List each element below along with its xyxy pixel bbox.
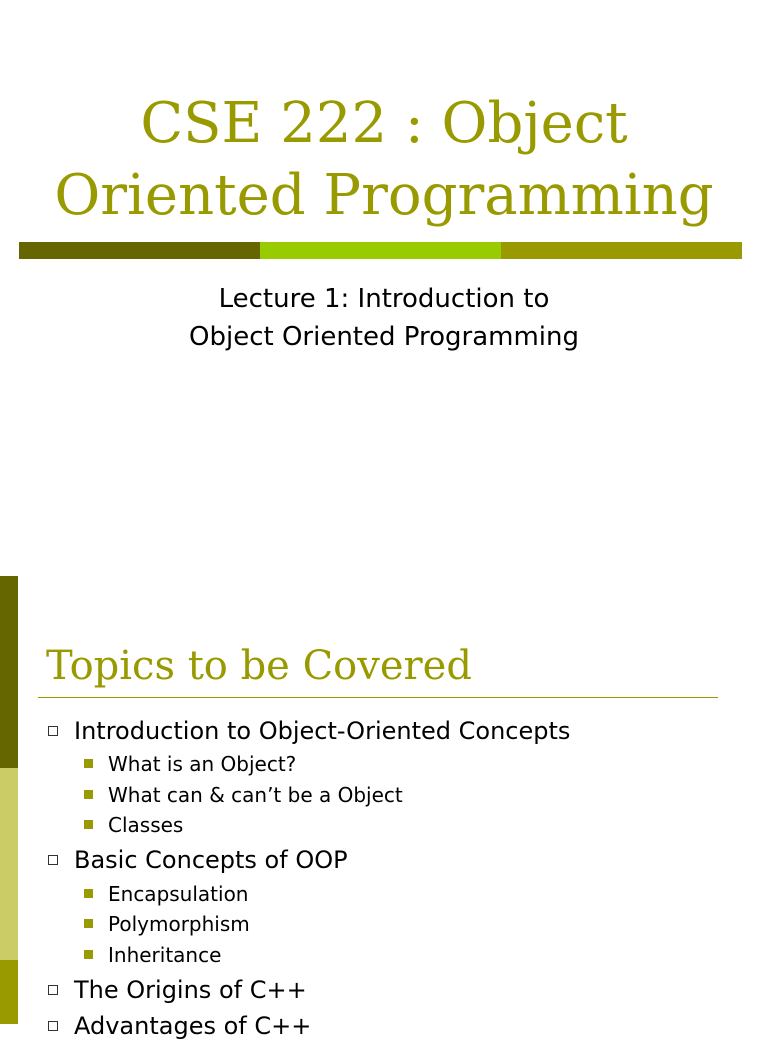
topic-item: [74, 1011, 311, 1041]
filled-square-bullet-icon: [84, 790, 93, 799]
hollow-square-bullet-icon: [48, 1021, 58, 1031]
slide-subtitle-line-1: Lecture 1: Introduction to: [218, 284, 550, 314]
sidebar-stripe-dark: [0, 576, 18, 768]
subtopic-item: [108, 881, 248, 907]
topics-title: Topics to be Covered: [46, 643, 472, 689]
hollow-square-bullet-icon: [48, 726, 58, 736]
sidebar-stripe-olive: [0, 960, 18, 1024]
filled-square-bullet-icon: [84, 820, 93, 829]
slide-title: [0, 88, 768, 232]
title-divider-dark: [19, 242, 260, 259]
title-divider-lime: [260, 242, 501, 259]
topic-item: [74, 845, 348, 875]
subtopic-item: [108, 751, 296, 777]
filled-square-bullet-icon: [84, 919, 93, 928]
subtopic-item-label: Encapsulation: [108, 882, 249, 906]
subtopic-item: [108, 942, 221, 968]
slide-subtitle: [0, 280, 768, 356]
subtopic-item-label: Inheritance: [108, 943, 222, 967]
topic-item: [74, 716, 570, 746]
subtopic-item: [108, 911, 250, 937]
hollow-square-bullet-icon: [48, 985, 58, 995]
slide-title-line-1: CSE 222 : Object: [140, 91, 628, 156]
title-underline: [38, 697, 718, 698]
hollow-square-bullet-icon: [48, 855, 58, 865]
topic-item-label: The Origins of C++: [74, 976, 307, 1004]
topic-item-label: Introduction to Object-Oriented Concepts: [74, 717, 571, 745]
slide-subtitle-line-2: Object Oriented Programming: [189, 322, 579, 352]
subtopic-item-label: Polymorphism: [108, 912, 250, 936]
filled-square-bullet-icon: [84, 759, 93, 768]
slide-title-line-2: Oriented Programming: [54, 163, 714, 228]
topic-item-label: Basic Concepts of OOP: [74, 846, 348, 874]
filled-square-bullet-icon: [84, 889, 93, 898]
topic-item-label: Advantages of C++: [74, 1012, 312, 1040]
topic-item: [74, 975, 307, 1005]
filled-square-bullet-icon: [84, 950, 93, 959]
title-divider-olive: [501, 242, 742, 259]
subtopic-item: [108, 812, 183, 838]
subtopic-item-label: What is an Object?: [108, 752, 297, 776]
subtopic-item-label: What can & can’t be a Object: [108, 783, 403, 807]
subtopic-item: [108, 782, 403, 808]
topics-slide: [0, 576, 768, 1040]
sidebar-stripe-light: [0, 768, 18, 960]
subtopic-item-label: Classes: [108, 813, 184, 837]
